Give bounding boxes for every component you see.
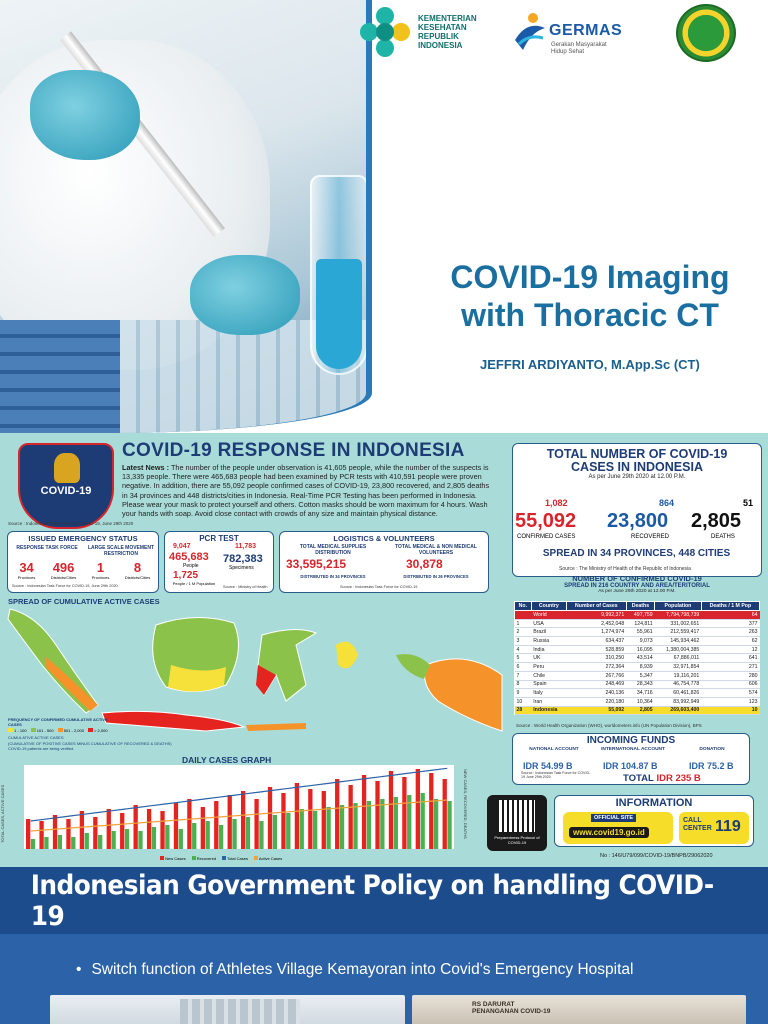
recovered-bar: [434, 799, 438, 849]
table-cell: 377: [701, 619, 759, 628]
graph-left-axis: TOTAL CASES, ACTIVE CASES: [0, 784, 5, 843]
recovered-bar: [58, 835, 62, 849]
pcr-source: Source : Ministry of Health: [223, 585, 268, 589]
logistics-col1-foot: DISTRIBUTED IN 34 PROVINCES: [300, 574, 366, 579]
funds-donation-label: DONATION: [699, 747, 725, 752]
countries-header-1: Country: [531, 602, 566, 611]
total-title-1: TOTAL NUMBER OF COVID-19: [546, 447, 728, 461]
table-cell: Russia: [531, 637, 566, 646]
table-cell: Brazil: [531, 628, 566, 637]
table-row: [515, 619, 760, 628]
germas-sub-2: Hidup Sehat: [551, 49, 585, 55]
recovered-bar: [340, 805, 344, 849]
table-row: [515, 637, 760, 646]
table-cell: 634,437: [567, 637, 627, 646]
qr-block: [487, 795, 547, 851]
graph-legend-2: Recovered: [196, 856, 217, 861]
total-asof: As per June 29th 2020 at 12.00 P.M.: [588, 474, 686, 480]
emergency-status-card: [7, 531, 159, 593]
germas-mark-icon: [513, 10, 547, 54]
kemenkes-line-1: KEMENTERIAN: [418, 14, 477, 23]
daily-cases-chart: [24, 765, 454, 855]
table-cell: 2: [515, 628, 532, 637]
table-cell: 1,380,004,385: [655, 645, 702, 654]
logistics-card: [279, 531, 489, 593]
author-name: JEFFRI ARDIYANTO, M.App.Sc (CT): [480, 357, 700, 372]
deaths-up: 51: [743, 498, 754, 508]
table-cell: Italy: [531, 689, 566, 698]
new-cases-bar: [53, 815, 57, 849]
germas-sub-1: Gerakan Masyarakat: [551, 42, 607, 48]
pcr-specimens: 782,383: [223, 553, 263, 565]
table-cell: 3: [515, 637, 532, 646]
logistics-col1-value: 33,595,215: [286, 557, 347, 571]
task-force-badge: [18, 443, 114, 529]
table-cell: 528,859: [567, 645, 627, 654]
sign-line-1: RS DARURAT: [472, 1001, 515, 1008]
table-row: [515, 628, 760, 637]
table-cell: 9,073: [626, 637, 654, 646]
new-cases-bar: [295, 783, 299, 849]
table-cell: 4: [515, 645, 532, 654]
spread-text: SPREAD IN 34 PROVINCES, 448 CITIES: [542, 548, 731, 559]
call-number: 119: [715, 818, 741, 835]
emergency-label-2: Districts/Cities: [50, 575, 77, 580]
new-cases-bar: [214, 801, 218, 849]
recovered-bar: [232, 819, 236, 849]
table-cell: 60,461,826: [655, 689, 702, 698]
table-cell: 19,116,201: [655, 671, 702, 680]
table-cell: 248,469: [567, 680, 627, 689]
recovered-cases: 23,800: [607, 510, 669, 532]
recovered-bar: [111, 831, 115, 849]
map-title: SPREAD OF CUMULATIVE ACTIVE CASES: [8, 597, 160, 606]
task-force-label: COVID-19: [40, 485, 92, 497]
emergency-value-4: 8: [133, 560, 142, 575]
countries-asof: As per June 29th 2020 at 12.00 P.M.: [598, 589, 676, 594]
table-row: [515, 680, 760, 689]
table-cell: 240,136: [567, 689, 627, 698]
recovered-bar: [326, 807, 330, 849]
emergency-value-3: 1: [96, 560, 105, 575]
table-cell: 212,559,417: [655, 628, 702, 637]
title-slide: [0, 0, 768, 433]
table-cell: 10: [515, 697, 532, 706]
island-java: [102, 711, 244, 731]
new-cases-bar: [362, 775, 366, 849]
map-note-3: COVID-19 patients are being verified: [8, 746, 74, 751]
new-cases-bar: [201, 807, 205, 849]
recovered-bar: [125, 829, 129, 849]
logistics-title: LOGISTICS & VOLUNTEERS: [333, 534, 435, 543]
table-row: [515, 706, 760, 715]
recovered-bar: [71, 837, 75, 849]
table-row: [515, 611, 760, 620]
new-cases-bar: [160, 811, 164, 849]
graph-right-axis: NEW CASES, RECOVERED, DEATHS: [463, 769, 468, 839]
table-cell: 574: [701, 689, 759, 698]
institution-seal-icon: [676, 4, 736, 62]
germas-word: GERMAS: [549, 22, 623, 39]
table-cell: USA: [531, 619, 566, 628]
table-cell: 124,811: [626, 619, 654, 628]
recovered-bar: [313, 811, 317, 849]
table-cell: 67,886,011: [655, 654, 702, 663]
table-cell: 9: [515, 689, 532, 698]
new-cases-bar: [335, 779, 339, 849]
recovered-bar: [206, 821, 210, 849]
policy-slide: [0, 867, 768, 1024]
table-cell: Indonesia: [531, 706, 566, 715]
pcr-people: 465,683: [169, 551, 209, 563]
logistics-col2-foot: DISTRIBUTED IN 26 PROVINCES: [403, 574, 469, 579]
countries-header-3: Deaths: [626, 602, 654, 611]
new-cases-bar: [228, 795, 232, 849]
recovered-bar: [152, 827, 156, 849]
table-cell: World: [531, 611, 566, 620]
funds-national: IDR 54.99 B: [523, 761, 573, 771]
table-row: [515, 697, 760, 706]
emergency-title: ISSUED EMERGENCY STATUS: [28, 534, 138, 543]
table-cell: 28,343: [626, 680, 654, 689]
table-cell: Spain: [531, 680, 566, 689]
pcr-title: PCR TEST: [199, 534, 239, 543]
table-cell: 28: [515, 706, 532, 715]
table-cell: 1,274,974: [567, 628, 627, 637]
new-cases-bar: [107, 809, 111, 849]
pcr-spec-up: 11,783: [235, 543, 257, 550]
recovered-bar: [85, 833, 89, 849]
table-cell: 10: [701, 706, 759, 715]
new-cases-bar: [134, 805, 138, 849]
confirmed-label: CONFIRMED CASES: [517, 534, 576, 540]
island-maluku: [336, 642, 358, 669]
table-cell: 7: [515, 671, 532, 680]
emergency-value-2: 496: [52, 560, 75, 575]
countries-title-1: NUMBER OF CONFIRMED COVID-19: [572, 574, 702, 583]
recovered-bar: [367, 801, 371, 849]
confirmed-up: 1,082: [545, 498, 568, 508]
recovered-bar: [246, 817, 250, 849]
table-cell: 5,347: [626, 671, 654, 680]
island-bali-nt: [246, 723, 306, 731]
table-cell: Peru: [531, 663, 566, 672]
island-papua: [425, 659, 503, 731]
official-site-url: www.covid19.go.id: [569, 827, 649, 838]
new-cases-bar: [389, 771, 393, 849]
deaths: 2,805: [691, 510, 742, 532]
call-label-1: CALL: [683, 817, 702, 824]
map-legend-2: 101 - 500: [36, 728, 54, 733]
graph-legend-4: Active Cases: [258, 856, 283, 861]
recovered-bar: [138, 831, 142, 849]
information-card: [554, 795, 754, 847]
table-cell: 8,939: [626, 663, 654, 672]
incoming-funds-card: [512, 733, 750, 785]
table-row: [515, 645, 760, 654]
emergency-label-1: Provinces: [17, 575, 36, 580]
policy-header: [0, 867, 768, 934]
table-cell: 16,095: [626, 645, 654, 654]
athletes-village-photo: [50, 995, 405, 1024]
funds-international: IDR 104.87 B: [603, 761, 658, 771]
island-papua-west: [396, 654, 430, 679]
new-cases-bar: [375, 781, 379, 849]
graph-title: DAILY CASES GRAPH: [182, 755, 272, 765]
new-cases-bar: [402, 777, 406, 849]
info-title: INFORMATION: [615, 797, 693, 809]
new-cases-bar: [322, 791, 326, 849]
deaths-label: DEATHS: [711, 534, 735, 540]
recovered-bar: [353, 803, 357, 849]
kemenkes-line-3: REPUBLIK: [418, 32, 459, 41]
new-cases-bar: [120, 813, 124, 849]
table-cell: 2,452,048: [567, 619, 627, 628]
new-cases-bar: [66, 819, 70, 849]
island-sumatra-south: [46, 657, 98, 711]
news-label: Latest News :: [122, 463, 170, 472]
logistics-col2-value: 30,878: [406, 557, 443, 571]
emergency-label-4: Districts/Cities: [124, 575, 151, 580]
slide-title: [415, 258, 765, 334]
table-cell: 83,992,949: [655, 697, 702, 706]
table-cell: 5: [515, 654, 532, 663]
map-note-1: CUMULATIVE ACTIVE CASES: [8, 735, 64, 740]
new-cases-bar: [174, 803, 178, 849]
table-cell: 331,002,651: [655, 619, 702, 628]
new-cases-bar: [241, 791, 245, 849]
recovered-bar: [259, 821, 263, 849]
pcr-per-million-label: People / 1 M Population: [172, 581, 216, 586]
news-source: Source : Indonesian Task Force for COVID-19, June 29th 2020: [8, 521, 134, 526]
map-legend: [8, 728, 108, 733]
table-cell: 55,092: [567, 706, 627, 715]
table-cell: 64: [701, 611, 759, 620]
funds-title: INCOMING FUNDS: [586, 735, 676, 746]
pcr-per-million: 1,725: [173, 570, 199, 581]
table-cell: 6: [515, 663, 532, 672]
sign-line-2: PENANGANAN COVID-19: [472, 1008, 551, 1015]
table-cell: 32,971,854: [655, 663, 702, 672]
new-cases-bar: [429, 773, 433, 849]
new-cases-bar: [443, 779, 447, 849]
policy-bullet: • Switch function of Athletes Village Kemayoran into Covid's Emergency Hospital: [76, 961, 634, 978]
map-legend-1: 1 - 100: [14, 728, 27, 733]
document-number: No : 146/U79/099/COVID-19/BNPB/29062020: [600, 853, 713, 859]
table-cell: 272,364: [567, 663, 627, 672]
logistics-source: Source : Indonesian Task Force for COVID-19: [340, 585, 418, 589]
total-title-2: CASES IN INDONESIA: [571, 460, 703, 474]
table-cell: 8: [515, 680, 532, 689]
table-cell: 2,805: [626, 706, 654, 715]
lab-photo: [0, 0, 372, 433]
total-cases-card: [512, 443, 762, 577]
recovered-bar: [192, 823, 196, 849]
table-cell: 55,961: [626, 628, 654, 637]
official-site-link[interactable]: [563, 812, 673, 844]
new-cases-bar: [147, 809, 151, 849]
table-row: [515, 654, 760, 663]
emergency-value-1: 34: [19, 560, 34, 575]
countries-header-5: Deaths / 1 M Pop: [701, 602, 759, 611]
title-line-1: COVID-19 Imaging: [450, 259, 730, 295]
map-notes: [8, 735, 172, 752]
new-cases-bar: [254, 799, 258, 849]
germas-logo: [513, 10, 633, 60]
graph-legend-1: New Cases: [165, 856, 186, 861]
qr-code-icon[interactable]: [499, 800, 535, 832]
table-cell: 9,992,371: [567, 611, 627, 620]
new-cases-bar: [93, 817, 97, 849]
table-cell: 271: [701, 663, 759, 672]
table-cell: 34,716: [626, 689, 654, 698]
table-cell: India: [531, 645, 566, 654]
pcr-people-up: 9,047: [173, 543, 191, 550]
new-cases-bar: [268, 787, 272, 849]
table-cell: 310,250: [567, 654, 627, 663]
countries-title-2: SPREAD IN 216 COUNTRY AND AREA/TERITORIAL: [564, 583, 710, 589]
table-cell: 7,794,798,739: [655, 611, 702, 620]
new-cases-bar: [26, 819, 30, 849]
new-cases-bar: [80, 811, 84, 849]
recovered-bar: [31, 839, 35, 849]
table-row: [515, 689, 760, 698]
recovered-bar: [165, 825, 169, 849]
table-cell: 123: [701, 697, 759, 706]
qr-caption: Preparedness Protocol of COVID-19: [494, 835, 540, 845]
covid-infographic-slide: [0, 433, 768, 867]
recovered-bar: [98, 835, 102, 849]
countries-header-2: Number of Cases: [567, 602, 627, 611]
pcr-spec-label: Specimens: [229, 565, 254, 571]
logistics-col1-label: TOTAL MEDICAL SUPPLIES DISTRIBUTION: [299, 544, 367, 556]
recovered-up: 864: [659, 498, 675, 508]
recovered-bar: [179, 829, 183, 849]
news-text: The number of the people under observation is 41,605 people, while the number of the suspects is 13,335 people. There were 465,683 people had been examined by PCR tests with 410,591 people were proven negative. In addition, there are 55,092 people confirmed cases of COVID-19, 23,800 recovered, and 2,805 deaths in 34 provinces and 448 districts/cities in Indonesia. Real-Time PCR Testing has been performed in Indonesia. Please wear your mask to protect yourself and others. Cotton masks should be worn maximum for 4 hours. Wash your hands with soap. Avoid close contact with crowds of any size and maintain physical distance.: [122, 463, 490, 519]
emergency-source: Source : Indonesian Task Force for COVID-19, June 29th 2020: [12, 584, 118, 588]
recovered-label: RECOVERED: [631, 534, 670, 540]
new-cases-bar: [416, 769, 420, 849]
recovered-bar: [44, 837, 48, 849]
table-cell: 263: [701, 628, 759, 637]
map-legend-title: FREQUENCY OF CONFIRMED CUMULATIVE ACTIVE CASES: [8, 717, 108, 727]
policy-bullet-text: Switch function of Athletes Village Kemayoran into Covid's Emergency Hospital: [91, 961, 634, 978]
table-cell: 145,934,462: [655, 637, 702, 646]
new-cases-bar: [349, 785, 353, 849]
kemenkes-line-2: KESEHATAN: [418, 23, 467, 32]
recovered-bar: [273, 815, 277, 849]
recovered-bar: [394, 797, 398, 849]
countries-section: [512, 574, 762, 594]
countries-header-4: Population: [655, 602, 702, 611]
pcr-people-label: People: [183, 563, 199, 569]
new-cases-bar: [308, 789, 312, 849]
funds-national-label: NATIONAL ACCOUNT: [529, 747, 579, 752]
kemenkes-line-4: INDONESIA: [418, 41, 463, 50]
table-cell: Iran: [531, 697, 566, 706]
countries-source: Source : World Health Organization (WHO), worldometers.info (UN Population Division), BPS: [516, 723, 702, 728]
policy-title: Indonesian Government Policy on handling COVID-19: [30, 869, 714, 932]
latest-news: [122, 463, 494, 518]
funds-international-label: INTERNATIONAL ACCOUNT: [601, 747, 665, 752]
table-cell: 220,180: [567, 697, 627, 706]
table-row: [515, 671, 760, 680]
table-cell: 641: [701, 654, 759, 663]
table-row: [515, 663, 760, 672]
table-cell: 1: [515, 619, 532, 628]
table-cell: 12: [701, 645, 759, 654]
map-note-2: (CUMULATIVE OF POSITIVE CASES MINUS CUMULATIVE OF RECOVERED & DEATHS): [8, 740, 172, 746]
emergency-col2: LARGE SCALE MOVEMENT RESTRICTION: [87, 545, 155, 557]
map-legend-4: > 2,000: [94, 728, 108, 733]
table-cell: 62: [701, 637, 759, 646]
funds-donation: IDR 75.2 B: [689, 761, 734, 771]
table-cell: UK: [531, 654, 566, 663]
confirmed-cases: 55,092: [515, 510, 577, 532]
call-label-2: CENTER: [683, 825, 712, 832]
recovered-bar: [219, 825, 223, 849]
new-cases-bar: [39, 821, 43, 849]
indonesia-map: [6, 605, 506, 733]
table-cell: 46,754,778: [655, 680, 702, 689]
infographic-header: COVID-19 RESPONSE IN INDONESIA: [122, 440, 465, 461]
recovered-bar: [447, 801, 451, 849]
countries-header-0: No.: [515, 602, 532, 611]
map-legend-3: 501 - 2,000: [63, 728, 84, 733]
table-cell: 10,364: [626, 697, 654, 706]
funds-total-label: TOTAL: [623, 773, 654, 784]
new-cases-bar: [281, 793, 285, 849]
table-cell: 497,759: [626, 611, 654, 620]
hospital-sign-photo: [412, 995, 746, 1024]
emergency-col1: RESPONSE TASK FORCE: [16, 545, 78, 551]
recovered-bar: [380, 799, 384, 849]
graph-legend-3: Total Cases: [227, 856, 248, 861]
new-cases-bar: [187, 799, 191, 849]
table-cell: 269,603,400: [655, 706, 702, 715]
funds-source: Source : Indonesian Task Force for COVID-19 June 29th 2020: [521, 771, 591, 779]
countries-table: [514, 601, 760, 715]
total-source: Source : The Ministry of Health of the Republic of Indonesia: [559, 566, 691, 572]
table-cell: 267,766: [567, 671, 627, 680]
table-cell: 280: [701, 671, 759, 680]
funds-total: IDR 235 B: [656, 773, 701, 784]
garuda-icon: [54, 453, 80, 483]
official-site-label: OFFICIAL SITE: [591, 814, 636, 822]
table-cell: 43,514: [626, 654, 654, 663]
kemenkes-logo: [360, 5, 480, 60]
call-center-link[interactable]: [679, 812, 749, 844]
table-cell: [515, 611, 532, 620]
title-line-2: with Thoracic CT: [461, 297, 719, 333]
recovered-bar: [286, 813, 290, 849]
logistics-col2-label: TOTAL MEDICAL & NON MEDICAL VOLUNTEERS: [395, 544, 477, 556]
kemenkes-mark-icon: [360, 7, 410, 57]
pcr-test-card: [164, 531, 274, 593]
recovered-bar: [300, 809, 304, 849]
table-cell: Chile: [531, 671, 566, 680]
graph-legend: [160, 856, 282, 861]
table-cell: 606: [701, 680, 759, 689]
emergency-label-3: Provinces: [91, 575, 110, 580]
